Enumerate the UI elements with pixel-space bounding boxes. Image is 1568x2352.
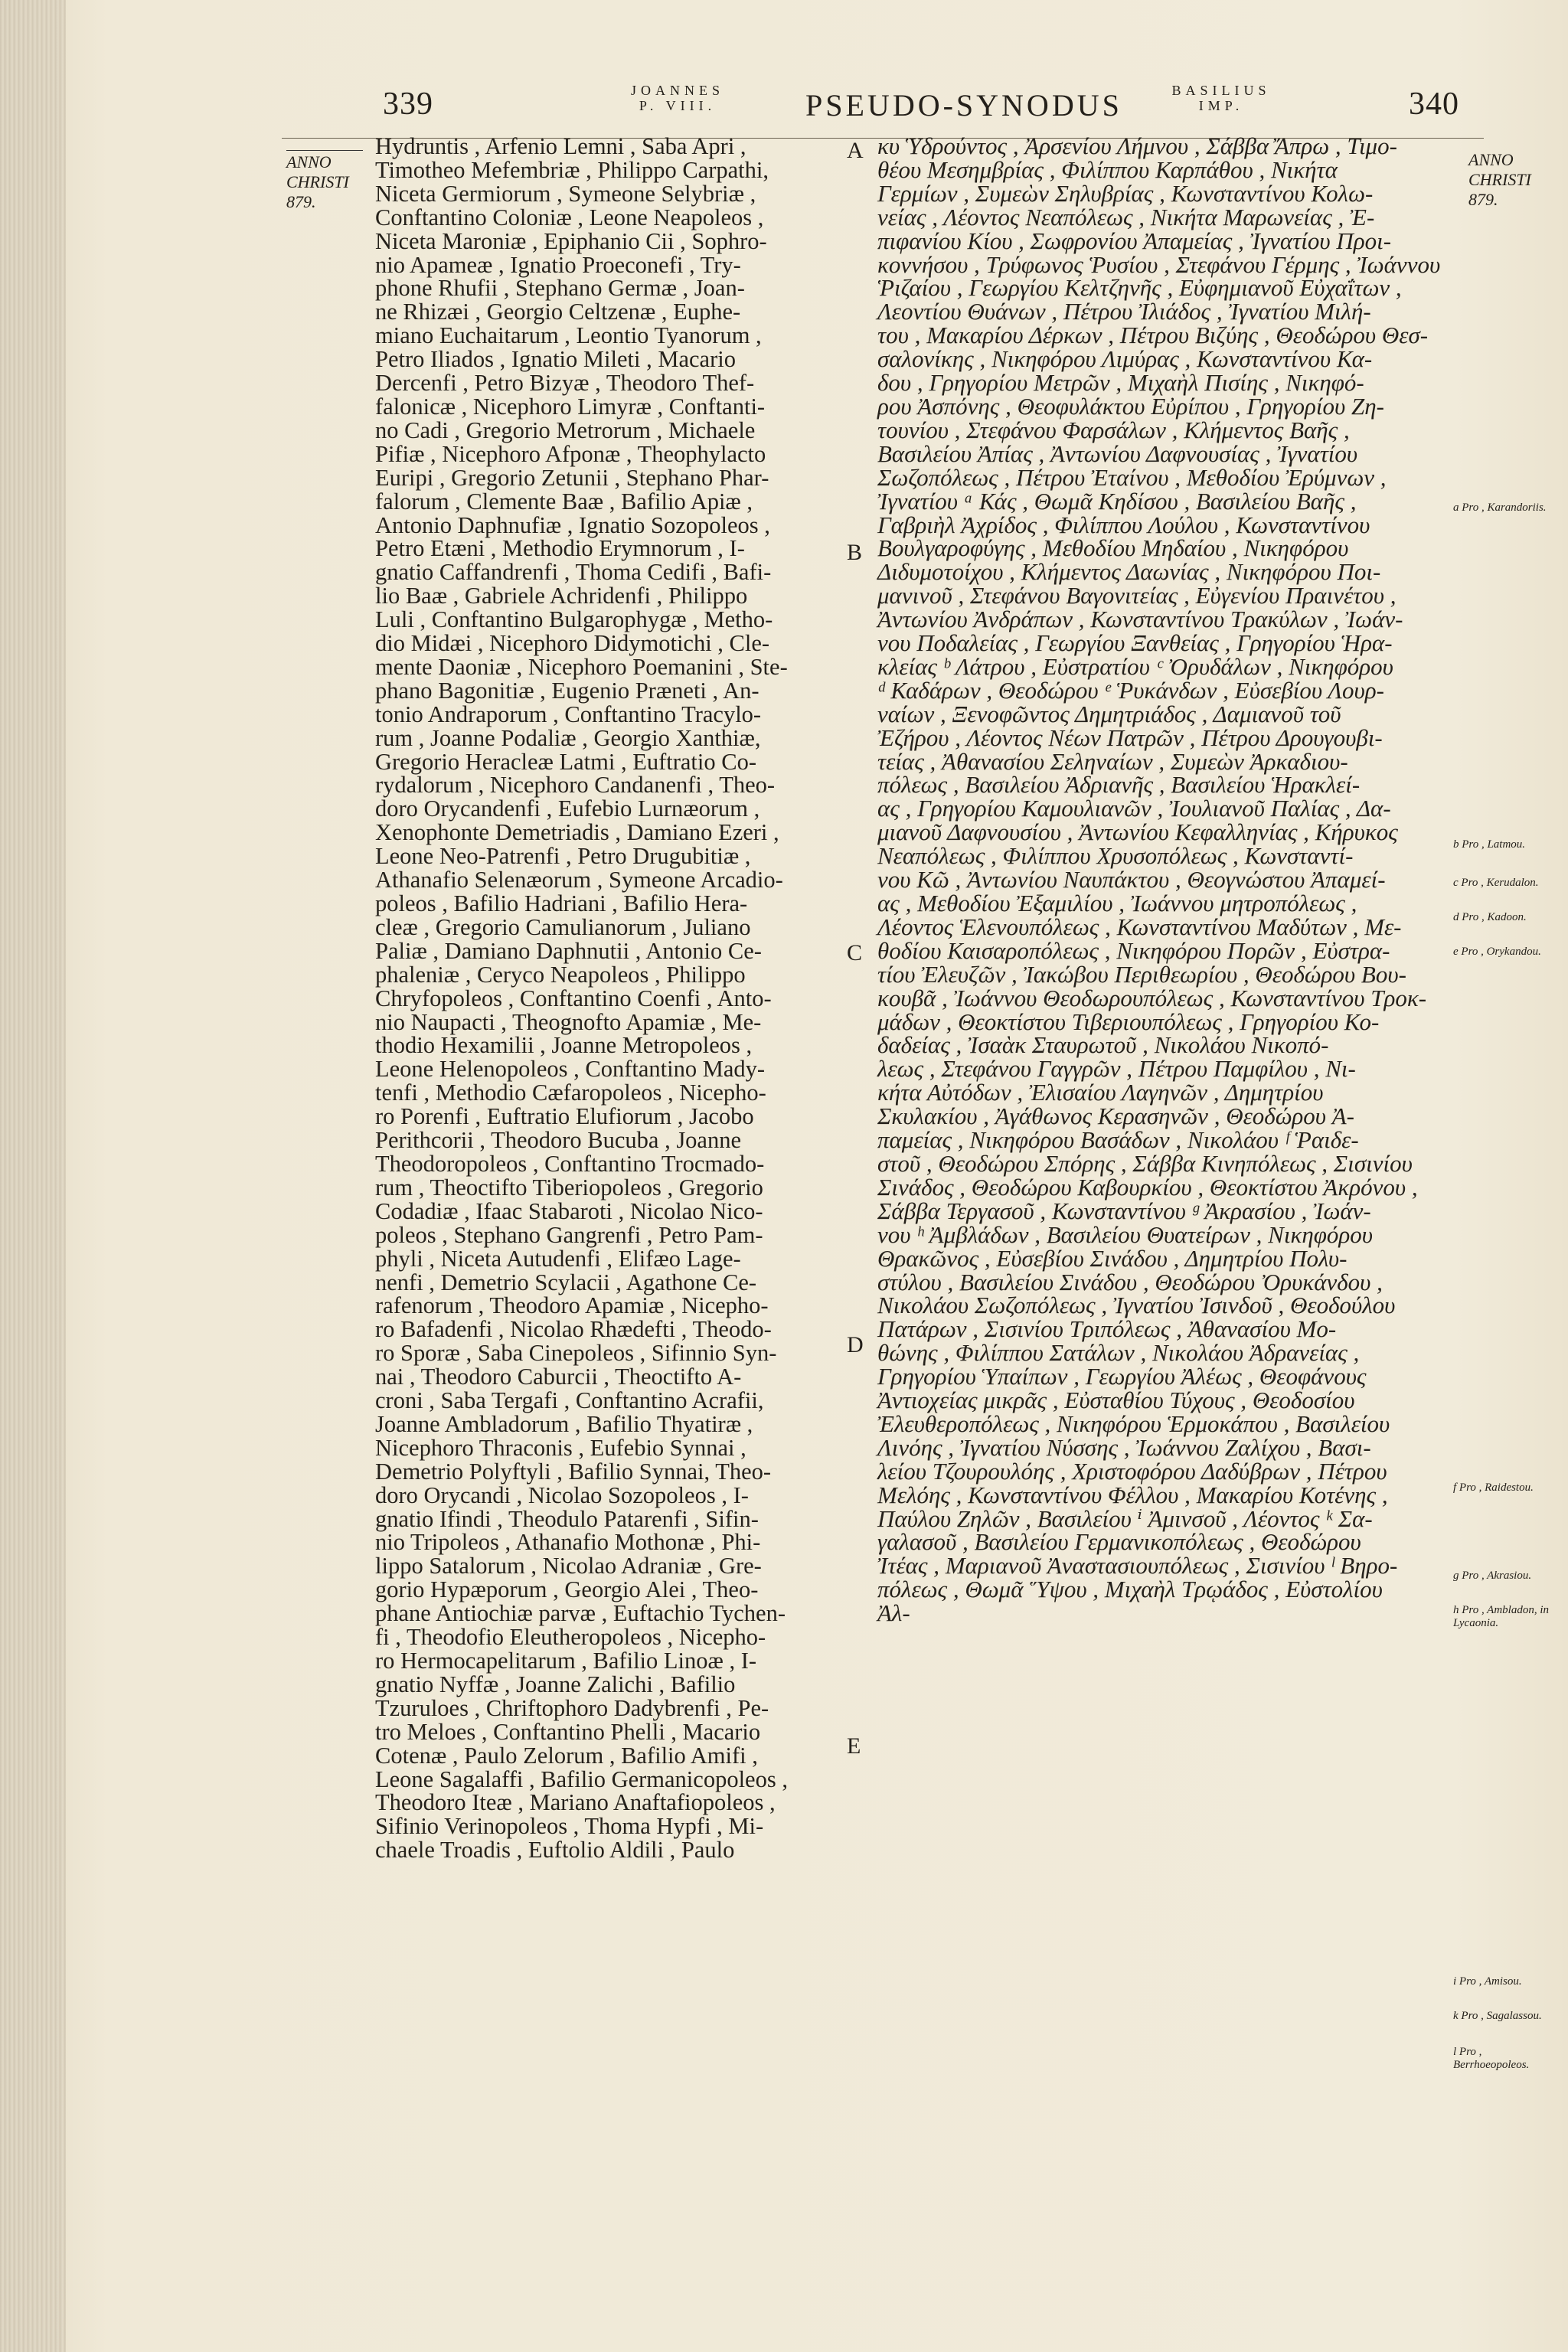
text-line: μιανοῦ Δαφνουσίου , Ἀντωνίου Κεφαλληνίας , Κήρυκος [877, 818, 1398, 846]
text-line: Joanne Ambladorum , Bafilio Thyatiræ , [375, 1410, 753, 1437]
margin-note-right [1468, 150, 1549, 210]
text-line: νου Κῶ , Ἀντωνίου Ναυπάκτου , Θεογνώστου Ἀπαμεί- [877, 866, 1386, 893]
text-line: του , Μακαρίου Δέρκων , Πέτρου Βιζύης , Θεοδώρου Θεσ- [877, 322, 1429, 349]
text-line: falonicæ , Nicephoro Limyræ , Conftanti- [375, 393, 766, 420]
footnote: e Pro , Orykandou. [1453, 946, 1541, 958]
page-edge-fore [0, 0, 66, 2352]
text-line: κοννήσου , Τρύφωνος Ῥυσίου , Στεφάνου Γέρμης , Ἰωάννου [877, 250, 1441, 278]
footnote: l Pro , Berrhoeopoleos. [1453, 2046, 1530, 2071]
text-line: δαδείας , Ἰσαὰκ Σταυρωτοῦ , Νικολάου Νικοπό- [877, 1031, 1329, 1059]
text-line: Paliæ , Damiano Daphnutii , Antonio Ce- [375, 937, 762, 964]
text-line: nenfi , Demetrio Scylacii , Agathone Ce- [375, 1269, 757, 1295]
text-line: Theodoropoleos , Conftantino Trocmado- [375, 1150, 765, 1177]
footnote: a Pro , Karandoriis. [1453, 501, 1547, 514]
text-line: στύλου , Βασιλείου Σινάδου , Θεοδώρου Ὀρυκάνδου , [877, 1268, 1383, 1295]
text-line: doro Orycandi , Nicolao Sozopoleos , I- [375, 1481, 749, 1508]
running-header [0, 77, 1568, 138]
text-line: Γαβριὴλ Ἀχρίδος , Φιλίππου Λούλου , Κωνσταντίνου [877, 511, 1370, 538]
text-line: Pifiæ , Nicephoro Afponæ , Theophylacto [375, 440, 766, 467]
text-line: rum , Joanne Podaliæ , Georgio Xanthiæ, [375, 724, 761, 751]
text-line: no Cadi , Gregorio Metrorum , Michaele [375, 416, 756, 443]
text-line: στοῦ , Θεοδώρου Σπόρης , Σάββα Κινηπόλεως , Σισινίου [877, 1149, 1413, 1177]
text-line: κήτα Αὐτόδων , Ἐλισαίου Λαγηνῶν , Δημητρίου [877, 1079, 1324, 1106]
text-line: Σάββα Τεργασοῦ , Κωνσταντίνου ᵍ Ἀκρασίου , Ἰωάν- [877, 1197, 1371, 1224]
margin-note-left [286, 150, 367, 212]
text-line: ne Rhizæi , Georgio Celtzenæ , Euphe- [375, 299, 741, 325]
running-head-left-line2: P. VIII. [639, 98, 717, 113]
text-line: ro Hermocapelitarum , Bafilio Linoæ , I- [375, 1648, 757, 1674]
section-letter-c: C [847, 940, 863, 965]
text-line: Βασιλείου Ἀπίας , Ἀντωνίου Δαφνουσίας , Ἰγνατίου [877, 439, 1358, 467]
text-line: Hydruntis , Arfenio Lemni , Saba Apri , [375, 133, 746, 159]
text-line: Σκυλακίου , Ἀγάθωνος Κερασηνῶν , Θεοδώρου Ἀ- [877, 1102, 1354, 1130]
text-line: δου , Γρηγορίου Μετρῶν , Μιχαὴλ Πισίης , Νικηφό- [877, 369, 1364, 397]
text-line: σαλονίκης , Νικηφόρου Λιμύρας , Κωνσταντίνου Κα- [877, 345, 1373, 373]
footnote: b Pro , Latmou. [1453, 838, 1526, 851]
text-line: Perithcorii , Theodoro Bucuba , Joanne [375, 1127, 742, 1154]
page-number-left: 339 [383, 87, 433, 122]
text-line: ro Bafadenfi , Nicolao Rhædefti , Theodo- [375, 1316, 772, 1343]
text-line: Ἀλ- [877, 1599, 910, 1627]
running-head-left [612, 83, 743, 113]
text-line: mente Daoniæ , Nicephoro Poemanini , Ste- [375, 653, 788, 680]
text-line: rydalorum , Nicephoro Candanenfi , Theo- [375, 772, 776, 799]
text-line: Athanafio Selenæorum , Symeone Arcadio- [375, 867, 783, 893]
text-line: Nicephoro Thraconis , Eufebio Synnai , [375, 1434, 746, 1461]
text-line: κυ Ὑδρούντος , Ἀρσενίου Λήμνου , Σάββα Ἄπρω , Τιμο- [877, 132, 1397, 159]
text-line: Petro Iliados , Ignatio Mileti , Macario [375, 346, 736, 373]
text-line: θοδίου Καισαροπόλεως , Νικηφόρου Πορῶν , Εὐστρα- [877, 936, 1390, 964]
text-line: tenfi , Methodio Cæfaropoleos , Nicepho- [375, 1080, 766, 1106]
text-line: Ῥιζαίου , Γεωργίου Κελτζηνῆς , Εὐφημιανοῦ Εὐχαΐτων , [877, 274, 1402, 302]
text-line: Tzuruloes , Chriftophoro Dadybrenfi , Pe- [375, 1694, 769, 1721]
footnote: h Pro , Ambladon, in Lycaonia. [1453, 1604, 1550, 1629]
text-line: poleos , Bafilio Hadriani , Bafilio Hera- [375, 890, 748, 916]
text-line: Ἰγνατίου ᵃ Κάς , Θωμᾶ Κηδίσου , Βασιλείου Βαῆς , [877, 487, 1357, 514]
text-line: ro Porenfi , Euftratio Elufiorum , Jacobo [375, 1103, 754, 1130]
text-line: phyli , Niceta Autudenfi , Elifæo Lage- [375, 1245, 741, 1272]
page-number-right: 340 [1409, 87, 1459, 122]
text-line: Μελόης , Κωνσταντίνου Φέλλου , Μακαρίου Κοτένης , [877, 1481, 1388, 1508]
text-line: gnatio Ifindi , Theodulo Patarenfi , Sifin- [375, 1505, 759, 1532]
year-label: 879. [286, 192, 316, 211]
text-line: Λέοντος Ἑλενουπόλεως , Κωνσταντίνου Μαδύτων , Με- [877, 913, 1402, 940]
text-line: Sifinio Verinopoleos , Thoma Hypfi , Mi- [375, 1813, 764, 1840]
text-line: doro Orycandenfi , Eufebio Lurnæorum , [375, 795, 760, 822]
text-line: rum , Theoctifto Tiberiopoleos , Gregorio [375, 1174, 763, 1200]
footnote: k Pro , Sagalassou. [1453, 2010, 1542, 2022]
text-line: μάδων , Θεοκτίστου Τιβεριουπόλεως , Γρηγορίου Κο- [877, 1008, 1380, 1035]
text-line: Xenophonte Demetriadis , Damiano Ezeri , [375, 819, 779, 846]
text-line: Ἰτέας , Μαριανοῦ Ἀναστασιουπόλεως , Σισινίου ˡ Βηρο- [877, 1552, 1398, 1579]
text-line: πιφανίου Κίου , Σωφρονίου Ἀπαμείας , Ἰγνατίου Προι- [877, 227, 1392, 254]
text-line: τείας , Ἀθανασίου Σεληναίων , Συμεὼν Ἀρκαδιου- [877, 747, 1348, 775]
running-head-left-line1: JOANNES [630, 83, 724, 98]
footnote: g Pro , Akrasiou. [1453, 1570, 1532, 1582]
text-line: nai , Theodoro Caburcii , Theoctifto A- [375, 1364, 742, 1390]
footnote: c Pro , Kerudalon. [1453, 877, 1539, 889]
text-line: Euripi , Gregorio Zetunii , Stephano Phar- [375, 464, 769, 491]
text-line: νείας , Λέοντος Νεαπόλεως , Νικήτα Μαρωνείας , Ἐ- [877, 203, 1375, 230]
running-head-right [1164, 83, 1279, 113]
anno-label: ANNO [286, 152, 332, 172]
text-line: phone Rhufii , Stephano Germæ , Joan- [375, 275, 745, 302]
section-letter-a: A [847, 138, 864, 163]
text-line: Θρακῶνος , Εὐσεβίου Σινάδου , Δημητρίου Πολυ- [877, 1244, 1348, 1272]
text-line: Petro Etæni , Methodio Erymnorum , I- [375, 535, 745, 562]
text-line: Ἀντωνίου Ἀνδράπων , Κωνσταντίνου Τρακύλων , Ἰωάν- [877, 606, 1403, 633]
text-line: nio Apameæ , Ignatio Proeconefi , Try- [375, 251, 741, 278]
text-line: Λεοντίου Θυάνων , Πέτρου Ἰλιάδος , Ἰγνατίου Μιλή- [877, 298, 1371, 325]
text-line: Leone Helenopoleos , Conftantino Mady- [375, 1056, 766, 1083]
text-line: chaele Troadis , Euftolio Aldili , Paulo [375, 1837, 735, 1864]
text-line: Leone Neo-Patrenfi , Petro Drugubitiæ , [375, 843, 751, 870]
text-line: ρου Ἀσπόνης , Θεοφυλάκτου Εὐρίπου , Γρηγορίου Ζη- [877, 392, 1384, 420]
text-line: ᵈ Καδάρων , Θεοδώρου ᵉ Ῥυκάνδων , Εὐσεβίου Λουρ- [877, 676, 1384, 704]
text-line: gnatio Nyffæ , Joanne Zalichi , Bafilio [375, 1671, 736, 1697]
text-line: Νεαπόλεως , Φιλίππου Χρυσοπόλεως , Κωνσταντί- [877, 842, 1354, 870]
text-line: rafenorum , Theodoro Apamiæ , Nicepho- [375, 1292, 769, 1319]
text-line: Gregorio Heracleæ Latmi , Euftratio Co- [375, 748, 756, 775]
text-line: κλείας ᵇ Λάτρου , Εὐστρατίου ᶜ Ὀρυδάλων , Νικηφόρου [877, 652, 1393, 680]
text-line: Codadiæ , Ifaac Stabaroti , Nicolao Nico- [375, 1197, 763, 1224]
text-line: phano Bagonitiæ , Eugenio Præneti , An- [375, 677, 760, 704]
text-line: Ἀντιοχείας μικρᾶς , Εὐσταθίου Τύχους , Θεοδοσίου [877, 1387, 1355, 1414]
text-line: Σινάδος , Θεοδώρου Καβουρκίου , Θεοκτίστου Ἀκρόνου , [877, 1173, 1418, 1200]
christi-label: CHRISTI [286, 172, 349, 191]
text-line: phane Antiochiæ parvæ , Euftachio Tychen- [375, 1600, 786, 1627]
text-line: Πατάρων , Σισινίου Τριπόλεως , Ἀθανασίου Μο- [877, 1315, 1337, 1343]
text-line: Niceta Germiorum , Symeone Selybriæ , [375, 180, 756, 207]
text-line: θέου Μεσημβρίας , Φιλίππου Καρπάθου , Νικήτα [877, 155, 1338, 183]
text-line: Leone Sagalaffi , Bafilio Germanicopoleos , [375, 1766, 788, 1792]
text-line: θώνης , Φιλίππου Σατάλων , Νικολάου Ἀδρανείας , [877, 1339, 1360, 1367]
text-line: Ἐλευθεροπόλεως , Νικηφόρου Ἑρμοκάπου , Βασιλείου [877, 1410, 1390, 1437]
text-line: tro Meloes , Conftantino Phelli , Macario [375, 1718, 761, 1745]
page-title: PSEUDO-SYNODUS [805, 88, 1122, 122]
section-letter-e: E [847, 1733, 861, 1759]
footnote: i Pro , Amisou. [1453, 1975, 1522, 1988]
year-label: 879. [1468, 190, 1498, 209]
text-line: παμείας , Νικηφόρου Βασάδων , Νικολάου ᶠ Ῥαιδε- [877, 1126, 1359, 1154]
text-line: Διδυμοτοίχου , Κλήμεντος Δαωνίας , Νικηφόρου Ποι- [877, 558, 1381, 586]
text-line: Conftantino Coloniæ , Leone Neapoleos , [375, 204, 764, 230]
text-line: fi , Theodofio Eleutheropoleos , Nicepho- [375, 1624, 766, 1651]
text-line: κουβᾶ , Ἰωάννου Θεοδωρουπόλεως , Κωνσταντίνου Τροκ- [877, 984, 1427, 1011]
text-line: cleæ , Gregorio Camulianorum , Juliano [375, 913, 751, 940]
text-line: γαλασοῦ , Βασιλείου Γερμανικοπόλεως , Θεοδώρου [877, 1528, 1361, 1556]
text-line: nio Naupacti , Theognofto Apamiæ , Me- [375, 1008, 762, 1035]
text-line: Γερμίων , Συμεὼν Σηλυβρίας , Κωνσταντίνου Κολω- [877, 179, 1374, 207]
text-line: ro Sporæ , Saba Cinepoleos , Sifinnio Syn- [375, 1340, 777, 1367]
text-line: ναίων , Ξενοφῶντος Δημητριάδος , Δαμιανοῦ τοῦ [877, 700, 1341, 727]
text-line: Λινόης , Ἰγνατίου Νύσσης , Ἰωάννου Ζαλίχου , Βασι- [877, 1433, 1371, 1461]
anno-label: ANNO [1468, 150, 1514, 169]
section-letter-b: B [847, 540, 863, 565]
footnote: f Pro , Raidestou. [1453, 1481, 1534, 1494]
text-line: ας , Μεθοδίου Ἐξαμιλίου , Ἰωάννου μητροπόλεως , [877, 890, 1357, 916]
text-line: ας , Γρηγορίου Καμουλιανῶν , Ἰουλιανοῦ Παλίας , Δα- [877, 795, 1391, 822]
christi-label: CHRISTI [1468, 170, 1531, 189]
text-line: Chryfopoleos , Conftantino Coenfi , Anto- [375, 985, 772, 1011]
text-line: τουνίου , Στεφάνου Φαρσάλων , Κλήμεντος Βαῆς , [877, 416, 1350, 443]
text-line: Σωζοπόλεως , Πέτρου Ἐταίνου , Μεθοδίου Ἐρύμνων , [877, 463, 1387, 491]
text-line: gnatio Caffandrenfi , Thoma Cedifi , Bafi- [375, 559, 772, 586]
section-letter-d: D [847, 1332, 864, 1357]
text-line: Νικολάου Σωζοπόλεως , Ἰγνατίου Ἰσινδοῦ , Θεοδούλου [877, 1292, 1396, 1319]
text-line: τίου Ἐλευζῶν , Ἰακώβου Περιθεωρίου , Θεοδώρου Βου- [877, 960, 1406, 988]
text-line: λεως , Στεφάνου Γαγγρῶν , Πέτρου Παμφίλου , Νι- [877, 1055, 1356, 1083]
text-line: Dercenfi , Petro Bizyæ , Theodoro Thef- [375, 370, 755, 397]
running-head-right-line1: BASILIUS [1171, 83, 1271, 98]
text-line: lippo Satalorum , Nicolao Adraniæ , Gre- [375, 1553, 762, 1579]
text-line: croni , Saba Tergafi , Conftantino Acrafii, [375, 1387, 764, 1414]
text-line: falorum , Clemente Baæ , Bafilio Apiæ , [375, 488, 753, 514]
greek-column [877, 132, 1458, 1627]
text-line: μανινοῦ , Στεφάνου Βαγονιτείας , Εὐγενίου Πραινέτου , [877, 582, 1396, 609]
text-line: miano Euchaitarum , Leontio Tyanorum , [375, 322, 762, 349]
text-line: Ἐζήρου , Λέοντος Νέων Πατρῶν , Πέτρου Δρουγουβι- [877, 724, 1383, 751]
text-line: tonio Andraporum , Conftantino Tracylo- [375, 701, 762, 727]
text-line: νου ʰ Ἀμβλάδων , Βασιλείου Θυατείρων , Νικηφόρου [877, 1220, 1373, 1248]
text-line: πόλεως , Θωμᾶ Ὕψου , Μιχαὴλ Τρῳάδος , Εὐστολίου [877, 1576, 1383, 1603]
text-line: Cotenæ , Paulo Zelorum , Bafilio Amifi , [375, 1742, 758, 1769]
text-line: Demetrio Polyftyli , Bafilio Synnai, Theo- [375, 1458, 772, 1485]
text-line: πόλεως , Βασιλείου Ἀδριανῆς , Βασιλείου Ἡρακλεί- [877, 771, 1361, 799]
text-line: thodio Hexamilii , Joanne Metropoleos , [375, 1032, 753, 1059]
text-line: phaleniæ , Ceryco Neapoleos , Philippo [375, 961, 746, 988]
text-line: Βουλγαροφύγης , Μεθοδίου Μηδαίου , Νικηφόρου [877, 534, 1349, 562]
margin-rule [286, 150, 363, 151]
text-line: Theodoro Iteæ , Mariano Anaftafiopoleos , [375, 1789, 776, 1816]
text-line: Timotheo Mefembriæ , Philippo Carpathi, [375, 156, 769, 183]
text-line: Antonio Daphnufiæ , Ignatio Sozopoleos , [375, 511, 770, 538]
text-line: νου Ποδαλείας , Γεωργίου Ξανθείας , Γρηγορίου Ἡρα- [877, 629, 1393, 657]
footnote: d Pro , Kadoon. [1453, 911, 1527, 923]
text-line: gorio Hypæporum , Georgio Alei , Theo- [375, 1576, 759, 1603]
text-line: dio Midæi , Nicephoro Didymotichi , Cle- [375, 630, 770, 657]
running-head-right-line2: IMP. [1198, 98, 1244, 113]
text-line: λείου Τζουρουλόης , Χριστοφόρου Δαδύβρων , Πέτρου [877, 1457, 1387, 1485]
text-line: Παύλου Ζηλῶν , Βασιλείου ⁱ Ἀμινσοῦ , Λέοντος ᵏ Σα- [877, 1504, 1373, 1532]
text-line: Γρηγορίου Ὑπαίπων , Γεωργίου Ἀλέως , Θεοφάνους [877, 1363, 1367, 1390]
latin-column [375, 135, 835, 1862]
text-line: Luli , Conftantino Bulgarophygæ , Metho- [375, 606, 773, 633]
text-line: Niceta Maroniæ , Epiphanio Cii , Sophro- [375, 227, 767, 254]
text-line: lio Baæ , Gabriele Achridenfi , Philippo [375, 583, 748, 609]
text-line: nio Tripoleos , Athanafio Mothonæ , Phi- [375, 1529, 761, 1556]
text-line: poleos , Stephano Gangrenfi , Petro Pam- [375, 1221, 763, 1248]
